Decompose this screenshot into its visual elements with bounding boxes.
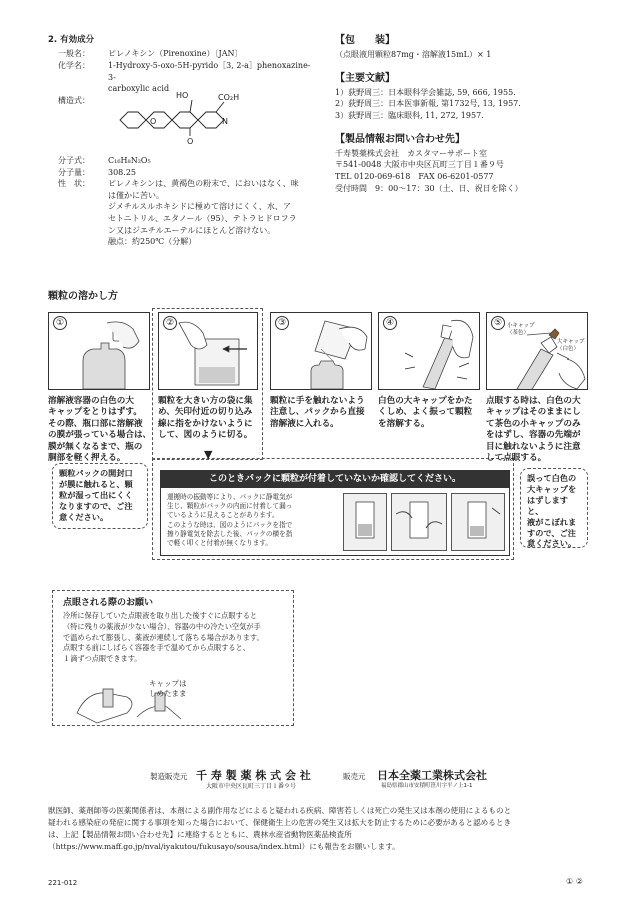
note-left-line: 粒が湿って出にくく [59,489,133,500]
page-number: ① ② [566,877,583,886]
request-title: 点眼される際のお願い [63,598,154,608]
check-illustration-1 [343,493,387,551]
step-1-line: 膜が無くなるまで、瓶の [48,441,143,452]
notice-line: 獣医師、薬剤師等の医薬関係者は、本剤による副作用などによると疑われる疾病、障害若しくは死亡の発生又は本剤の使用によるものと [48,806,512,815]
ingredients-properties [58,155,318,248]
literature-title: 【主要文献】 [335,73,395,85]
footer-code: 221-012 [48,879,78,887]
property-line-4: セトニトリル、エタノール（95）、テトラヒドロフラ [108,213,297,223]
request-line: で温められて膨張し、薬液が連続して落ちる場合があります。 [63,632,264,642]
step-1-line: 溶解液容器の白色の大 [48,396,134,406]
step-3-illustration [285,319,369,389]
literature-item-1: 1）荻野周三：日本眼科学会雑誌, 59, 666, 1955. [335,87,516,97]
step-5 [486,312,588,390]
step-3-line: 顆粒に手を触れないよう [270,396,365,406]
general-name-label: 一般名： [58,49,90,59]
note-right [520,468,588,548]
distributor-label: 販売元 [343,772,366,781]
check-line: 擦り静電気を除去した後、パックの横を指 [167,529,293,538]
packaging-text: （点眼液用顆粒87mg・溶解液15mL）× 1 [335,49,492,59]
distributor-name: 日本全薬工業株式会社 [377,769,487,782]
step-5-text [486,396,592,465]
formula-label: 分子式： [58,156,90,165]
contact-title: 【製品情報お問い合わせ先】 [335,134,465,146]
step-2-line: 顆粒を大きい方の袋に集 [158,396,253,406]
step-5-line: 点眼する時は、白色の大 [486,396,581,406]
step-2-number: ② [163,316,177,330]
manufacturer-address: 大阪市中央区瓦町三丁目１番９号 [206,783,297,790]
step-2-line: して、図のように切る。 [158,430,253,441]
cap-note-line-1: キャップは [149,679,187,688]
chemical-name-label: 化学名： [58,60,90,70]
notice [48,805,596,854]
struct-oh: HO [176,91,189,100]
struct-o-keto: O [187,137,194,146]
property-line-2: は僅かに苦い。 [108,190,164,200]
note-right-line: 意ください。 [527,538,577,549]
structure-formula [108,90,248,150]
packaging-title: 【包 装】 [335,35,395,46]
property-line-5: ン又はジエチルエーテルにほとんど溶けない。 [108,225,276,235]
check-line: ているように見えることがあります。 [167,511,279,520]
contact-hours: 受付時間 9：00～17：30（土、日、祝日を除く） [335,183,523,193]
step-5-line: キャップはそのままにし [486,407,581,418]
large-cap-label: 大キャップ [557,339,585,345]
small-cap-label: 小キャップ [507,323,535,329]
note-right-line: すので、ご注 [527,527,576,538]
check-line: 運搬時の振動等により、パックに静電気が [167,493,293,501]
check-line: 生じ、顆粒がパックの内面に付着して漏っ [167,502,293,511]
distributor-address: 福島県郡山市安積町笹川字平ノ上1-1 [381,783,473,789]
check-title: このときパックに顆粒が付着していないか確認してください。 [161,471,509,488]
step-1-line: キャップをとりはずす。 [48,407,142,418]
notice-line: 疑われる感染症の発症に関する事項を知った場合において、保健衛生上の危害の発生又は拡大を防止するために必要があると認めるとき [48,818,512,828]
note-right-line: 液がこぼれま [527,516,577,527]
check-illustration-2 [391,493,447,551]
step-3-line: 注意し、パックから直接 [270,407,365,418]
note-left-line: なりますので、ご注 [59,500,133,511]
chemical-name-line-2: carboxylic acid [108,84,170,94]
step-4-line: 白色の大キャップをかた [378,396,473,406]
literature-item-2: 2）荻野周三：日本医事新報, 第1732号, 13, 1957. [335,99,521,109]
step-2-text [158,396,264,442]
step-2 [158,312,258,390]
request-line: 点眼する前にしばらく容器を手で温めてから点眼すると、 [63,643,250,653]
step-2-line: め、矢印付近の切り込み [158,407,253,418]
step-5-line: して点眼する。 [486,453,547,464]
down-arrow-icon: ▼ [204,448,213,461]
step-3 [270,312,372,390]
contact-address: 〒541-0048 大阪市中央区瓦町三丁目１番９号 [335,160,504,170]
note-left-line: 顆粒パックの開封口 [59,468,133,478]
struct-o-ring: O [150,117,157,126]
step-5-line: て茶色の小キャップのみ [486,418,581,429]
step-4-illustration [393,317,477,389]
step-2-illustration [173,319,255,389]
step-3-text [270,396,376,430]
property-line-3: ジメチルスルホキシドに極めて溶けにくく、水、ア [108,202,291,212]
chemical-name-line-1: 1-Hydroxy-5-oxo-5H-pyrido［3, 2-a］phenoxazine-3- [108,60,311,82]
note-right-line: 大キャップを [527,483,577,494]
step-1-text [48,396,154,465]
notice-line: は、上記【製品情報お問い合わせ先】に連絡するとともに、農林水産省動物医薬品検査所 [48,830,352,840]
note-right-line: はずしますと、 [527,494,568,516]
struct-co2h: CO₂H [218,93,240,102]
note-left-line: が膜に触れると、顆 [59,478,133,489]
step-1-illustration [63,321,143,389]
step-4 [378,312,480,390]
request-line: （特に残りの薬液が少ない場合）、容器の中の冷たい空気が手 [63,621,261,631]
general-name: ピレノキシン（Pirenoxine）〔JAN〕 [108,49,243,59]
check-illustration-3 [451,493,505,551]
contact-company: 千寿製薬株式会社 カスタマーサポート室 [335,148,487,158]
step-5-line: 目に触れないように注意 [486,441,581,452]
step-4-line: を溶解する。 [378,418,430,429]
contact-tel: TEL 0120-069-618 FAX 06-6201-0577 [335,172,494,182]
step-1 [48,312,150,390]
step-4-number: ④ [383,316,397,330]
literature-item-3: 3）荻野周三：臨床眼科, 11, 272, 1957. [335,110,484,120]
weight: 308.25 [108,167,136,177]
step-1-line: の膜が張っている場合は、 [48,430,152,441]
right-info-column [335,34,595,194]
step-4-line: くしめ、よく振って顆粒 [378,407,473,418]
note-right-line: 誤って白色の [527,473,577,483]
step-3-line: 溶解液に入れる。 [270,418,339,429]
note-left [52,463,148,529]
dissolve-title: 顆粒の溶かし方 [48,291,118,302]
step-5-line: をはずし、容器の先端が [486,430,581,441]
step-1-line: その際、瓶口部に溶解液 [48,418,143,429]
notice-line: （https://www.maff.go.jp/nval/iyakutou/fukusayo/sousa/index.html）にも報告をお願いします。 [48,842,400,852]
step-1-number: ① [53,316,67,330]
step-4-text [378,396,484,430]
check-line: で軽く叩くと付着が無くなります。 [167,539,272,548]
weight-label: 分子量： [58,167,90,177]
manufacturer-name: 千 寿 製 薬 株 式 会 社 [196,769,311,782]
check-line: このような時は、図のようにパックを指で [167,520,293,529]
cap-note-line-2: しめたまま [149,688,187,698]
structure-label: 構造式： [58,95,90,105]
step-2-line: 線に指をかけないように [158,418,253,429]
large-cap-color: （白色） [557,345,580,352]
small-cap-color: （茶色） [507,329,530,336]
request-line: １滴ずつ点眼できます。 [63,654,142,664]
manufacturer-label: 製造販売元 [150,772,188,781]
struct-n: N [222,117,228,126]
property-line-6: 融点：約250℃（分解） [108,237,197,247]
property-line-1: ピレノキシンは、黄褐色の粉末で、においはなく、味 [108,179,299,189]
request-box [52,590,294,726]
check-box [160,470,510,556]
ingredients-title: 2. 有効成分 [48,35,95,45]
step-5-number: ⑤ [491,316,505,330]
note-left-line: 意ください。 [59,511,109,522]
step-3-number: ③ [275,316,289,330]
request-line: 冷所に保存していた点眼液を取り出した後すぐに点眼すると [63,611,258,620]
formula: C₁₆H₈N₂O₅ [108,156,151,165]
property-label: 性 状： [58,179,90,189]
step-1-line: 胴部を軽く押える。 [48,453,126,464]
